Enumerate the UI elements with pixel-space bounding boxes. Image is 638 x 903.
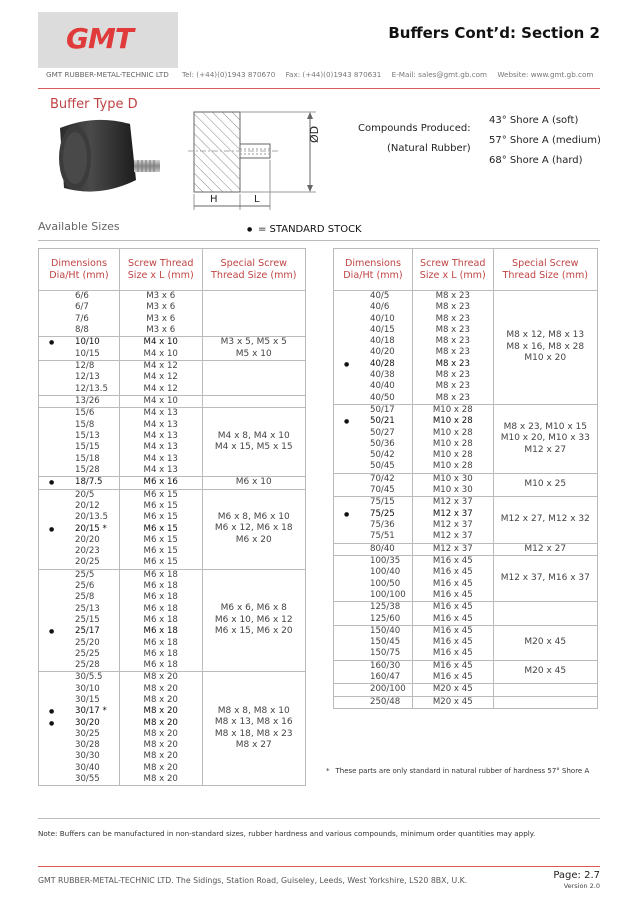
dimension-value: 30/15	[75, 695, 100, 705]
thread-cell	[412, 473, 493, 497]
size-group	[334, 404, 598, 473]
dimension-value: 25/8	[75, 592, 95, 603]
col-header-screw-thread: Screw Thread Size x L (mm)	[412, 249, 493, 291]
thread-value: M10 x 30	[432, 485, 473, 496]
thread-value: M6 x 18	[143, 626, 178, 637]
thread-value: M6 x 18	[143, 614, 178, 625]
dimension-value: 50/45	[370, 461, 395, 472]
thread-value: M6 x 18	[143, 592, 178, 603]
thread-value: M4 x 10	[143, 396, 178, 407]
thread-value: M12 x 37	[432, 497, 473, 508]
email-link[interactable]: E-Mail: sales@gmt.gb.com	[391, 70, 488, 79]
dimension-value: 7/6	[75, 313, 89, 324]
dimension-value: 20/12	[75, 500, 100, 511]
special-thread-value: M6 x 6, M6 x 8 M6 x 10, M6 x 12 M6 x 15, M6 x 20	[214, 603, 293, 637]
thread-cell	[119, 408, 202, 477]
dimension-value: 30/30	[75, 751, 100, 762]
special-thread-cell	[493, 684, 597, 696]
compounds-sub: (Natural Rubber)	[387, 143, 471, 154]
thread-value: M6 x 18	[143, 648, 178, 659]
thread-cell	[412, 556, 493, 602]
dimension-value: 15/13	[75, 430, 100, 441]
thread-value: M4 x 13	[143, 453, 178, 464]
thread-value: M16 x 45	[432, 578, 473, 589]
thread-value: M6 x 18	[143, 660, 178, 671]
thread-value: M8 x 20	[143, 728, 178, 739]
dimension-value: 75/51	[370, 531, 395, 542]
special-thread-value: M8 x 12, M8 x 13 M8 x 16, M8 x 28 M10 x 20	[506, 330, 585, 364]
dimension-value: 15/6	[75, 408, 95, 419]
section-title: Buffer Type D	[50, 97, 138, 112]
dimension-value: ● 30/17 *	[39, 706, 119, 717]
dimension-value: 150/75	[370, 648, 401, 659]
col-header-screw-thread: Screw Thread Size x L (mm)	[119, 249, 202, 291]
thread-value: M10 x 28	[432, 461, 473, 472]
thread-cell	[119, 291, 202, 337]
thread-value: M8 x 23	[435, 336, 470, 347]
thread-value: M8 x 23	[435, 370, 470, 381]
thread-value: M8 x 23	[435, 358, 470, 369]
dimension-cell	[334, 291, 413, 405]
thread-value: M10 x 28	[432, 427, 473, 438]
dimension-value: 8/8	[75, 324, 89, 335]
dimension-cell	[39, 291, 120, 337]
thread-value: M8 x 20	[143, 762, 178, 773]
special-thread-cell	[493, 404, 597, 473]
special-thread-cell	[202, 361, 305, 396]
special-thread-value: M8 x 8, M8 x 10 M8 x 13, M8 x 16 M8 x 18, M8 x 23 M8 x 27	[214, 705, 293, 751]
dimension-cell	[334, 543, 413, 556]
thread-value: M8 x 20	[143, 695, 178, 705]
special-thread-cell	[493, 543, 597, 556]
special-thread-cell	[493, 291, 597, 405]
thread-cell	[412, 543, 493, 556]
special-thread-cell	[202, 337, 305, 361]
thread-value: M6 x 18	[143, 637, 178, 648]
dimension-value: 6/6	[75, 291, 89, 301]
thread-value: M10 x 30	[432, 473, 473, 484]
special-thread-value: M3 x 5, M5 x 5 M5 x 10	[220, 337, 287, 359]
thread-value: M16 x 45	[432, 602, 473, 613]
thread-value: M20 x 45	[432, 696, 473, 707]
dimension-cell	[39, 408, 120, 477]
thread-value: M3 x 6	[146, 291, 176, 301]
dimension-value: 20/23	[75, 546, 100, 557]
dimension-value: 25/15	[75, 614, 100, 625]
thread-value: M3 x 6	[146, 324, 176, 335]
logo-panel	[38, 12, 178, 68]
size-group	[334, 602, 598, 626]
thread-value: M8 x 20	[143, 672, 178, 683]
dimension-cell	[39, 337, 120, 361]
dimension-cell	[334, 556, 413, 602]
dimension-value: 20/25	[75, 557, 100, 568]
dimension-value: 100/50	[370, 578, 401, 589]
dimension-cell	[39, 477, 120, 490]
size-group	[39, 477, 306, 490]
special-thread-cell	[202, 396, 305, 408]
thread-value: M12 x 37	[432, 508, 473, 519]
thread-cell	[119, 569, 202, 672]
dimension-value: 30/40	[75, 762, 100, 773]
dimension-value: 100/40	[370, 567, 401, 578]
thread-cell	[412, 602, 493, 626]
thread-value: M8 x 23	[435, 392, 470, 403]
version-label: Version 2.0	[563, 882, 600, 890]
thread-value: M6 x 18	[143, 581, 178, 592]
dimension-value: 30/55	[75, 774, 100, 785]
dimension-value: ● 10/10	[39, 337, 119, 348]
dimension-value: 40/18	[370, 336, 395, 347]
thread-cell	[412, 660, 493, 684]
special-thread-value: M20 x 45	[524, 637, 567, 647]
buffer-photo	[50, 110, 166, 204]
dimension-value: 15/18	[75, 453, 100, 464]
dimension-value: 40/10	[370, 313, 395, 324]
dimension-value: 25/25	[75, 648, 100, 659]
thread-value: M16 x 45	[432, 648, 473, 659]
size-group	[39, 291, 306, 337]
special-thread-value: M4 x 8, M4 x 10 M4 x 15, M5 x 15	[214, 430, 293, 453]
thread-value: M6 x 15	[143, 534, 178, 545]
dimension-value: 50/42	[370, 450, 395, 461]
dimension-value: 40/5	[370, 291, 390, 301]
dimension-value: 150/45	[370, 637, 401, 648]
thread-value: M10 x 28	[432, 416, 473, 427]
col-header-special-thread: Special Screw Thread Size (mm)	[493, 249, 597, 291]
thread-cell	[412, 497, 493, 543]
thread-value: M16 x 45	[432, 589, 473, 600]
diameter-label: ØD	[308, 125, 321, 143]
dimension-cell	[39, 489, 120, 569]
thread-value: M8 x 23	[435, 313, 470, 324]
dimension-value: 15/8	[75, 419, 95, 430]
dimension-value: ● 18/7.5	[39, 477, 119, 488]
special-thread-value: M12 x 27	[524, 543, 567, 554]
thread-value: M4 x 12	[143, 372, 178, 383]
special-thread-cell	[493, 660, 597, 684]
sizes-divider	[38, 240, 600, 241]
thread-value: M3 x 6	[146, 313, 176, 324]
thread-value: M6 x 15	[143, 546, 178, 557]
thread-value: M10 x 28	[432, 438, 473, 449]
dimension-value: 75/15	[370, 497, 395, 508]
special-thread-value: M8 x 23, M10 x 15 M10 x 20, M10 x 33 M12 x 27	[500, 421, 590, 455]
available-sizes-label: Available Sizes	[38, 220, 120, 233]
dimension-cell	[334, 473, 413, 497]
thread-value: M10 x 28	[432, 450, 473, 461]
dimension-value: 6/7	[75, 302, 89, 313]
special-thread-value: M6 x 8, M6 x 10 M6 x 12, M6 x 18 M6 x 20	[214, 511, 293, 545]
dimension-value: 30/5.5	[75, 672, 103, 683]
thread-value: M6 x 18	[143, 603, 178, 614]
tel: Tel: (+44)(0)1943 870670	[182, 70, 276, 79]
dimension-cell	[334, 404, 413, 473]
dimension-value: 160/47	[370, 672, 401, 682]
dimension-value: ● 40/28	[334, 359, 412, 370]
dimension-cell	[334, 660, 413, 684]
dimension-value: 25/5	[75, 569, 95, 580]
dimension-value: ● 20/15 *	[39, 524, 119, 535]
special-thread-cell	[202, 477, 305, 490]
special-thread-cell	[493, 473, 597, 497]
size-group	[39, 337, 306, 361]
thread-value: M12 x 37	[432, 531, 473, 542]
note-divider	[38, 818, 600, 819]
special-thread-cell	[202, 569, 305, 672]
dimension-value: 150/40	[370, 625, 401, 636]
thread-value: M8 x 20	[143, 717, 178, 728]
footnote	[326, 767, 589, 775]
thread-value: M3 x 6	[146, 302, 176, 313]
thread-value: M16 x 45	[432, 556, 473, 567]
dimension-value: 20/13.5	[75, 512, 108, 523]
dimension-value: 40/40	[370, 381, 395, 392]
note-text: Note: Buffers can be manufactured in non-standard sizes, rubber hardness and various compounds, minimum order quantities may apply.	[38, 829, 536, 838]
dimension-value: 15/28	[75, 464, 100, 475]
thread-cell	[119, 477, 202, 490]
thread-value: M6 x 15	[143, 489, 178, 500]
footer-address: GMT RUBBER-METAL-TECHNIC LTD. The Sidings, Station Road, Guiseley, Leeds, West Yorkshire, LS20 8BX, U.K.	[38, 876, 468, 885]
thread-value: M16 x 45	[432, 613, 473, 624]
dimension-value: 40/50	[370, 392, 395, 403]
dimension-value: 40/38	[370, 370, 395, 381]
right-size-table	[333, 248, 598, 709]
height-label: H	[210, 194, 218, 205]
dimension-cell	[334, 602, 413, 626]
dimension-value: 250/48	[370, 696, 401, 707]
thread-value: M8 x 23	[435, 324, 470, 335]
thread-value: M8 x 20	[143, 706, 178, 717]
special-thread-cell	[493, 556, 597, 602]
dimension-cell	[334, 497, 413, 543]
dimension-value: 12/8	[75, 361, 95, 372]
dimension-value: 13/26	[75, 396, 100, 407]
fax: Fax: (+44)(0)1943 870631	[285, 70, 382, 79]
thread-value: M6 x 15	[143, 557, 178, 568]
special-thread-value: M20 x 45	[524, 666, 567, 677]
header-divider	[38, 88, 600, 89]
footer-divider	[38, 866, 600, 867]
dimension-value: 70/42	[370, 473, 395, 484]
thread-value: M12 x 37	[432, 543, 473, 554]
dimension-value: 10/15	[75, 348, 100, 359]
thread-cell	[119, 337, 202, 361]
col-header-dimensions: Dimensions Dia/Ht (mm)	[334, 249, 413, 291]
size-group	[334, 497, 598, 543]
thread-value: M6 x 15	[143, 512, 178, 523]
thread-value: M8 x 23	[435, 381, 470, 392]
dimension-cell	[39, 396, 120, 408]
thread-cell	[119, 361, 202, 396]
thread-cell	[412, 291, 493, 405]
thread-value: M16 x 45	[432, 625, 473, 636]
thread-cell	[119, 489, 202, 569]
dimension-value: ● 25/17	[39, 626, 119, 637]
size-group	[334, 291, 598, 405]
thread-value: M4 x 13	[143, 430, 178, 441]
gmt-logo: GMT	[66, 22, 133, 55]
thread-value: M8 x 23	[435, 302, 470, 313]
thread-cell	[412, 625, 493, 660]
dimension-cell	[39, 569, 120, 672]
col-header-special-thread: Special Screw Thread Size (mm)	[202, 249, 305, 291]
dimension-value: 30/25	[75, 728, 100, 739]
shore-medium: 57° Shore A (medium)	[489, 135, 601, 146]
thread-value: M6 x 16	[143, 477, 178, 488]
length-label: L	[254, 194, 260, 205]
dimension-value: 25/6	[75, 581, 95, 592]
dimension-value: 125/60	[370, 613, 401, 624]
size-group	[39, 489, 306, 569]
size-group	[334, 625, 598, 660]
dimension-value: ● 30/20	[39, 718, 119, 729]
special-thread-cell	[202, 408, 305, 477]
footnote-mark: *	[326, 767, 330, 775]
thread-value: M4 x 13	[143, 419, 178, 430]
size-group	[334, 556, 598, 602]
thread-value: M8 x 23	[435, 347, 470, 358]
dimension-value: 25/13	[75, 603, 100, 614]
special-thread-cell	[202, 291, 305, 337]
thread-value: M8 x 20	[143, 683, 178, 694]
size-group	[39, 408, 306, 477]
size-group	[334, 660, 598, 684]
dimension-value: 50/17	[370, 404, 395, 415]
dimension-value: 160/30	[370, 660, 401, 671]
thread-value: M16 x 45	[432, 660, 473, 671]
size-group	[39, 672, 306, 786]
dimension-value: 125/38	[370, 602, 401, 613]
dimension-value: 80/40	[370, 543, 395, 554]
thread-cell	[412, 696, 493, 708]
thread-value: M8 x 20	[143, 774, 178, 785]
dimension-value: 12/13.5	[75, 383, 108, 394]
special-thread-value: M12 x 37, M16 x 37	[500, 572, 590, 583]
dimension-value: 50/27	[370, 427, 395, 438]
contact-info	[182, 70, 601, 79]
thread-value: M20 x 45	[432, 684, 473, 695]
thread-value: M6 x 15	[143, 523, 178, 534]
thread-value: M4 x 13	[143, 464, 178, 475]
thread-value: M16 x 45	[432, 637, 473, 648]
thread-cell	[412, 684, 493, 696]
dimension-value: 20/20	[75, 534, 100, 545]
dimension-cell	[39, 361, 120, 396]
dimension-cell	[39, 672, 120, 786]
special-thread-cell	[202, 672, 305, 786]
dimension-value: ● 75/25	[334, 509, 412, 520]
special-thread-cell	[493, 602, 597, 626]
size-group	[39, 396, 306, 408]
dimension-value: 75/36	[370, 519, 395, 530]
size-group	[334, 543, 598, 556]
thread-value: M10 x 28	[432, 404, 473, 415]
left-size-table	[38, 248, 306, 786]
dimension-value: 40/6	[370, 302, 390, 313]
dimension-value: 20/5	[75, 489, 95, 500]
thread-value: M4 x 13	[143, 408, 178, 419]
size-group	[334, 473, 598, 497]
dimension-value: 30/28	[75, 740, 100, 751]
thread-value: M4 x 10	[143, 348, 178, 359]
thread-value: M8 x 20	[143, 740, 178, 751]
dimension-cell	[334, 696, 413, 708]
size-group	[334, 696, 598, 708]
page-number: Page: 2.7	[553, 870, 600, 881]
special-thread-cell	[493, 696, 597, 708]
col-header-dimensions: Dimensions Dia/Ht (mm)	[39, 249, 120, 291]
thread-cell	[412, 404, 493, 473]
thread-value: M4 x 12	[143, 361, 178, 372]
dimension-value: 70/45	[370, 485, 395, 496]
thread-value: M16 x 45	[432, 672, 473, 682]
special-thread-value: M6 x 10	[235, 477, 272, 488]
special-thread-cell	[493, 625, 597, 660]
standard-stock-legend: = STANDARD STOCK	[258, 224, 362, 235]
dimension-value: 25/20	[75, 637, 100, 648]
dimension-value: 100/35	[370, 556, 401, 567]
thread-value: M16 x 45	[432, 567, 473, 578]
thread-value: M12 x 37	[432, 519, 473, 530]
special-thread-value: M12 x 27, M12 x 32	[500, 514, 590, 525]
dimension-value: 30/10	[75, 683, 100, 694]
page-title: Buffers Cont’d: Section 2	[388, 24, 600, 42]
thread-cell	[119, 396, 202, 408]
footnote-text: These parts are only standard in natural rubber of hardness 57° Shore A	[335, 767, 590, 775]
special-thread-cell	[493, 497, 597, 543]
company-name: GMT RUBBER-METAL-TECHNIC LTD	[46, 70, 169, 79]
dimension-value: 40/20	[370, 347, 395, 358]
thread-value: M4 x 13	[143, 442, 178, 453]
size-group	[39, 361, 306, 396]
dimension-value: 12/13	[75, 372, 100, 383]
thread-value: M4 x 10	[143, 337, 178, 348]
thread-cell	[119, 672, 202, 786]
dimension-value: 40/15	[370, 324, 395, 335]
website-link[interactable]: Website: www.gmt.gb.com	[497, 70, 594, 79]
size-group	[334, 684, 598, 696]
thread-value: M8 x 23	[435, 291, 470, 301]
thread-value: M6 x 18	[143, 569, 178, 580]
shore-soft: 43° Shore A (soft)	[489, 115, 579, 126]
dimension-cell	[334, 684, 413, 696]
dimension-cell	[334, 625, 413, 660]
dimension-value: 100/100	[370, 589, 406, 600]
special-thread-value: M10 x 25	[524, 479, 567, 490]
dimension-value: ● 50/21	[334, 416, 412, 427]
thread-value: M4 x 12	[143, 383, 178, 394]
bullet-icon: ●	[247, 226, 253, 233]
dimension-value: 15/15	[75, 442, 100, 453]
dimension-value: 25/28	[75, 660, 100, 671]
size-group	[39, 569, 306, 672]
dimension-value: 50/36	[370, 438, 395, 449]
thread-value: M8 x 20	[143, 751, 178, 762]
special-thread-cell	[202, 489, 305, 569]
compounds-label: Compounds Produced:	[358, 123, 471, 134]
thread-value: M6 x 15	[143, 500, 178, 511]
dimension-value: 200/100	[370, 684, 406, 695]
shore-hard: 68° Shore A (hard)	[489, 155, 583, 166]
